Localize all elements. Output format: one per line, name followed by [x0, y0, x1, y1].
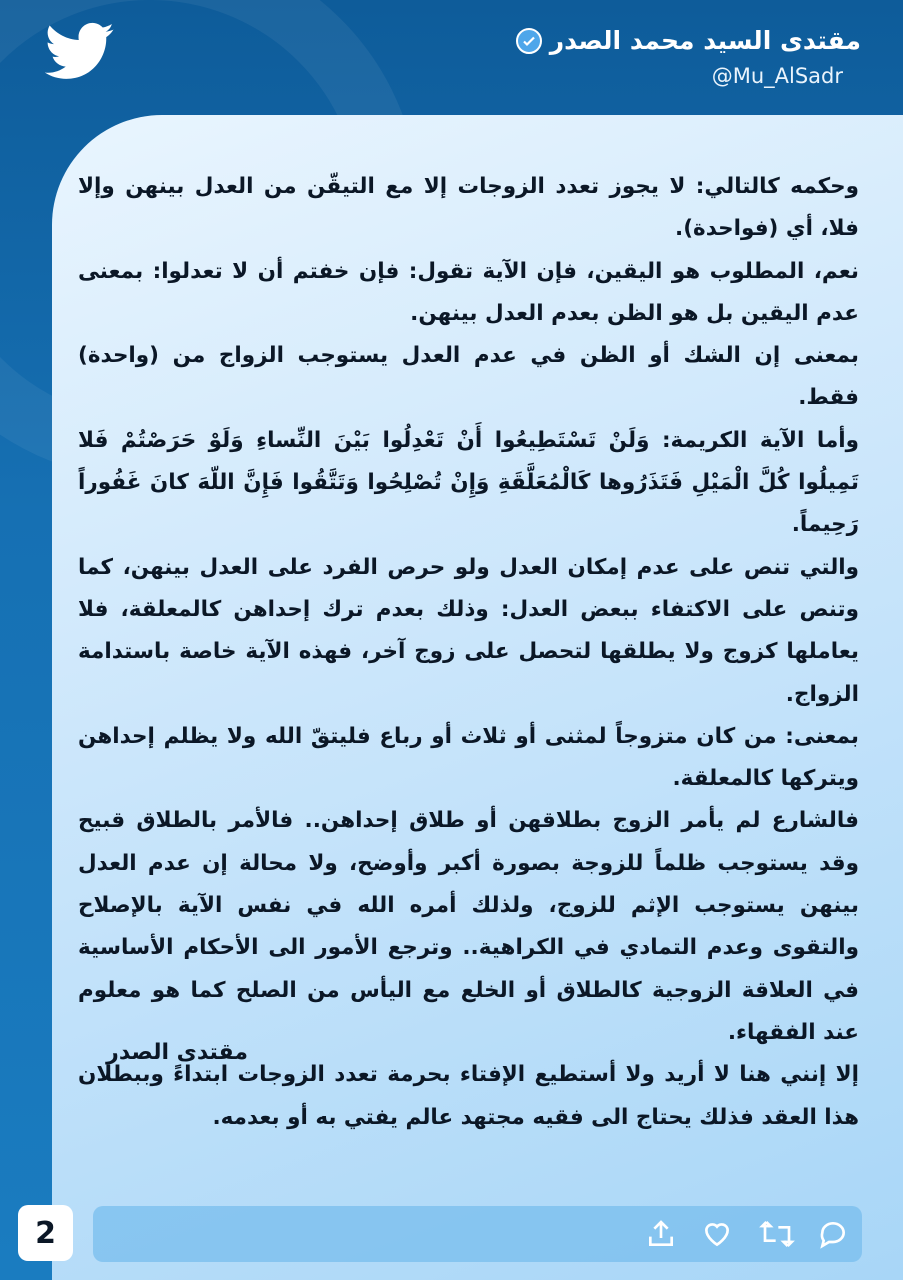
- account-handle: @Mu_AlSadr: [711, 64, 843, 88]
- paragraph: وأما الآية الكريمة: وَلَنْ تَسْتَطِيعُوا أَنْ تَعْدِلُوا بَيْنَ النِّساءِ وَلَوْ حَرَصْتُمْ فَلا تَمِيلُوا كُلَّ الْمَيْلِ فَتَذَرُوها كَالْمُعَلَّقَةِ وَإِنْ تُصْلِحُوا وَتَتَّقُوا فَإِنَّ اللّهَ كانَ غَفُوراً رَحِيماً.: [78, 427, 859, 538]
- retweet-icon[interactable]: [757, 1214, 797, 1254]
- tweet-action-bar: [93, 1206, 862, 1262]
- signature: مقتدى الصدر: [106, 1040, 248, 1065]
- tweet-body: [78, 166, 859, 1139]
- twitter-bird-icon: [45, 22, 115, 82]
- paragraph: إلا إنني هنا لا أريد ولا أستطيع الإفتاء بحرمة تعدد الزوجات ابتداءً وببطلان هذا العقد فذلك يحتاج الى فقيه مجتهد عالم يفتي به أو بعدمه.: [78, 1062, 859, 1130]
- account-name: مقتدى السيد محمد الصدر: [549, 26, 861, 55]
- paragraph: بمعنى إن الشك أو الظن في عدم العدل يستوجب الزواج من (واحدة) فقط.: [78, 343, 859, 411]
- verified-badge-icon: [516, 28, 542, 54]
- share-icon[interactable]: [641, 1214, 681, 1254]
- page-number-badge: 2: [18, 1205, 73, 1261]
- paragraph: والتي تنص على عدم إمكان العدل ولو حرص الفرد على العدل بينهن، كما وتنص على الاكتفاء ببعض العدل: وذلك بعدم ترك إحداهن كالمعلقة، فلا يعاملها كزوج ولا يطلقها لتحصل على زوج آخر، فهذه الآية خاصة باستدامة الزواج.: [78, 554, 859, 707]
- paragraph: وحكمه كالتالي: لا يجوز تعدد الزوجات إلا مع التيقّن من العدل بينهن وإلا فلا، أي (فواحدة).: [78, 174, 859, 242]
- reply-icon[interactable]: [813, 1214, 853, 1254]
- paragraph: بمعنى: من كان متزوجاً لمثنى أو ثلاث أو رباع فليتقّ الله ولا يظلم إحداهن ويتركها كالمعلقة.: [78, 723, 859, 792]
- account-name-row: [516, 26, 861, 55]
- like-icon[interactable]: [697, 1214, 737, 1254]
- paragraph: فالشارع لم يأمر الزوج بطلاقهن أو طلاق إحداهن.. فالأمر بالطلاق قبيح وقد يستوجب ظلماً للزوجة بصورة أكبر وأوضح، ولا محالة إن عدم العدل بينهن يستوجب الإثم للزوج، ولذلك أمره الله في نفس الآية بالإصلاح والتقوى وعدم التمادي في الكراهية.. وترجع الأمور الى الأحكام الأساسية في العلاقة الزوجية كالطلاق أو الخلع مع اليأس من الصلح كما هو معلوم عند الفقهاء.: [78, 808, 859, 1045]
- paragraph: نعم، المطلوب هو اليقين، فإن الآية تقول: فإن خفتم أن لا تعدلوا: بمعنى عدم اليقين بل هو الظن بعدم العدل بينهن.: [78, 258, 859, 326]
